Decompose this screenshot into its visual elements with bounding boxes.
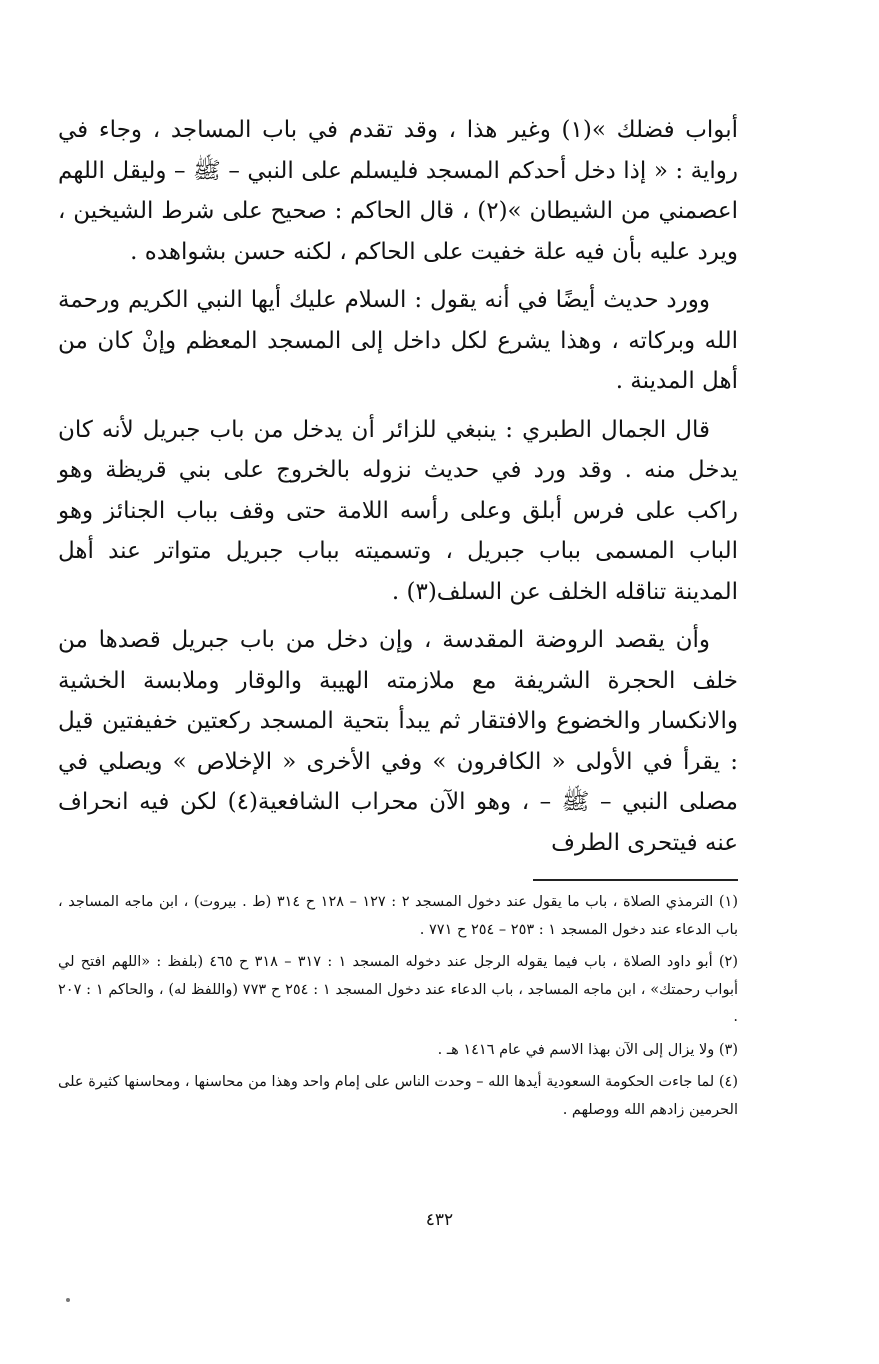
footnote-2: (٢) أبو داود الصلاة ، باب فيما يقوله الرجل عند دخوله المسجد ١ : ٣١٧ – ٣١٨ ح ٤٦٥ (بلفظ : «اللهم افتح لي أبواب رحمتك» ، ابن ماجه المساجد ، باب الدعاء عند دخول المسجد ١ : ٢٥٤ ح ٧٧٣ (واللفظ له) ، والحاكم ١ : ٢٠٧ . <box>58 954 739 1025</box>
footnotes <box>58 889 738 1124</box>
page-content <box>58 110 738 1129</box>
page-number: ٤٣٢ <box>425 1210 454 1230</box>
paragraph-1: أبواب فضلك »(١) وغير هذا ، وقد تقدم في باب المساجد ، وجاء في رواية : « إذا دخل أحدكم المسجد فليسلم على النبي – ﷺ – وليقل اللهم اعصمني من الشيطان »(٢) ، قال الحاكم : صحيح على شرط الشيخين ، ويرد عليه بأن فيه علة خفيت على الحاكم ، لكنه حسن بشواهده . <box>58 117 738 265</box>
footnote-4: (٤) لما جاءت الحكومة السعودية أيدها الله – وحدت الناس على إمام واحد وهذا من محاسنها ، ومحاسنها كثيرة على الحرمين زادهم الله ووصلهم . <box>58 1074 738 1118</box>
footnote-divider <box>533 879 738 881</box>
footnote-3: (٣) ولا يزال إلى الآن بهذا الاسم في عام ١٤١٦ هـ . <box>437 1041 738 1058</box>
paragraph-4: وأن يقصد الروضة المقدسة ، وإن دخل من باب جبريل قصدها من خلف الحجرة الشريفة مع ملازمته الهيبة والوقار وملابسة الخشية والانكسار والخضوع والافتقار ثم يبدأ بتحية المسجد ركعتين خفيفتين قيل : يقرأ في الأولى « الكافرون » وفي الأخرى « الإخلاص » ويصلي في مصلى النبي – ﷺ – ، وهو الآن محراب الشافعية(٤) لكن فيه انحراف عنه فيتحرى الطرف <box>58 627 738 856</box>
footnote-1: (١) الترمذي الصلاة ، باب ما يقول عند دخول المسجد ٢ : ١٢٧ – ١٢٨ ح ٣١٤ (ط . بيروت) ، ابن ماجه المساجد ، باب الدعاء عند دخول المسجد ١ : ٢٥٣ – ٢٥٤ ح ٧٧١ . <box>58 894 738 938</box>
paragraph-3: قال الجمال الطبري : ينبغي للزائر أن يدخل من باب جبريل لأنه كان يدخل منه . وقد ورد في حديث نزوله بالخروج على بني قريظة وهو راكب على فرس أبلق وعلى رأسه اللامة حتى وقف بباب الجنائز وهو الباب المسمى بباب جبريل ، وتسميته بباب جبريل متواتر عند أهل المدينة تناقله الخلف عن السلف(٣) . <box>58 416 738 605</box>
scan-dot <box>66 1298 70 1302</box>
paragraph-2: وورد حديث أيضًا في أنه يقول : السلام عليك أيها النبي الكريم ورحمة الله وبركاته ، وهذا يشرع لكل داخل إلى المسجد المعظم وإنْ كان من أهل المدينة . <box>58 287 738 394</box>
main-text <box>58 110 738 863</box>
